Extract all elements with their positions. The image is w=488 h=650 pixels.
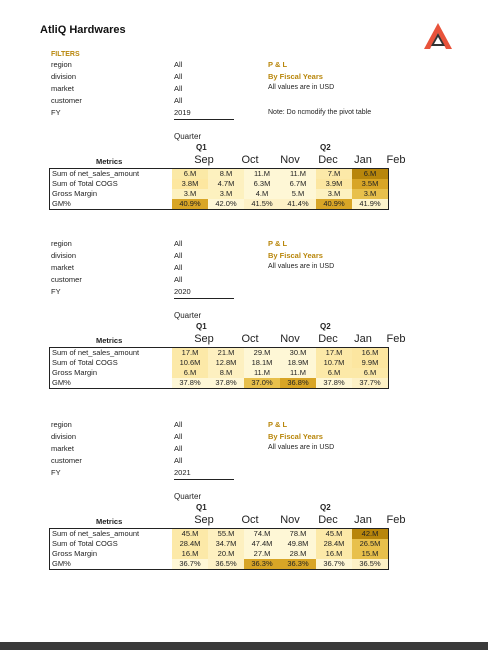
quarter-label: Quarter: [174, 311, 202, 320]
bottom-bar: [0, 642, 488, 650]
filter-row-market[interactable]: [51, 263, 241, 274]
table-cell[interactable]: 28.4M: [172, 539, 208, 549]
pl-subtitle: By Fiscal Years: [268, 432, 323, 441]
month-header-sep[interactable]: Sep: [194, 154, 214, 166]
metric-label[interactable]: Gross Margin: [50, 189, 173, 199]
filter-row-fy[interactable]: [51, 468, 241, 479]
table-cell[interactable]: 11.M: [244, 368, 280, 378]
filter-key: market: [51, 444, 74, 453]
pl-title: P & L: [268, 420, 288, 429]
table-row: [50, 189, 389, 199]
table-cell[interactable]: 16.M: [172, 549, 208, 559]
month-header-jan[interactable]: Jan: [354, 333, 372, 345]
filter-row-region[interactable]: [51, 420, 241, 431]
table-row: [50, 179, 389, 189]
filter-key: FY: [51, 108, 61, 117]
month-header-nov[interactable]: Nov: [280, 514, 300, 526]
table-cell[interactable]: 34.7M: [208, 539, 244, 549]
table-cell[interactable]: 9.9M: [352, 358, 389, 368]
table-cell[interactable]: 40.9%: [316, 199, 352, 210]
table-cell[interactable]: 8.M: [208, 169, 244, 180]
filter-value[interactable]: All: [174, 72, 183, 81]
pl-title: P & L: [268, 239, 288, 248]
metric-label[interactable]: Gross Margin: [50, 549, 173, 559]
quarter-q1-label[interactable]: Q1: [196, 322, 207, 331]
filter-key: customer: [51, 96, 82, 105]
table-cell[interactable]: 36.3%: [280, 559, 316, 570]
table-row: [50, 539, 389, 549]
table-cell[interactable]: 6.M: [316, 368, 352, 378]
table-cell[interactable]: 55.M: [208, 529, 244, 540]
table-cell[interactable]: 6.M: [172, 169, 208, 180]
table-cell[interactable]: 41.5%: [244, 199, 280, 210]
filter-key: customer: [51, 456, 82, 465]
fy-underline: [174, 298, 234, 299]
quarter-q2-label[interactable]: Q2: [320, 143, 331, 152]
metric-label[interactable]: Sum of Total COGS: [50, 539, 173, 549]
filter-row-customer[interactable]: [51, 96, 241, 107]
filter-row-division[interactable]: [51, 72, 241, 83]
table-cell[interactable]: 4.7M: [208, 179, 244, 189]
filter-value[interactable]: All: [174, 60, 183, 69]
table-cell[interactable]: 78.M: [280, 529, 316, 540]
pivot-table: [49, 347, 389, 389]
table-cell[interactable]: 15.M: [352, 549, 389, 559]
quarter-label: Quarter: [174, 132, 202, 141]
table-cell[interactable]: 8.M: [208, 368, 244, 378]
filter-value[interactable]: All: [174, 239, 183, 248]
pl-subtitle: By Fiscal Years: [268, 251, 323, 260]
filter-key: market: [51, 263, 74, 272]
table-cell[interactable]: 3.9M: [316, 179, 352, 189]
metric-label[interactable]: Sum of Total COGS: [50, 179, 173, 189]
table-cell[interactable]: 6.M: [352, 169, 389, 180]
pivot-note: Note: Do ncmodify the pivot table: [268, 109, 372, 116]
filter-row-region[interactable]: [51, 60, 241, 71]
month-header-jan[interactable]: Jan: [354, 514, 372, 526]
filter-value[interactable]: 2019: [174, 108, 191, 117]
pl-currency-note: All values are in USD: [268, 263, 335, 270]
table-cell[interactable]: 37.0%: [244, 378, 280, 389]
table-cell[interactable]: 45.M: [316, 529, 352, 540]
filter-value[interactable]: All: [174, 96, 183, 105]
filter-key: FY: [51, 468, 61, 477]
table-row: [50, 529, 389, 540]
filter-row-division[interactable]: [51, 432, 241, 443]
month-header-oct[interactable]: Oct: [241, 514, 259, 526]
table-cell[interactable]: 42.M: [352, 529, 389, 540]
table-cell[interactable]: 10.6M: [172, 358, 208, 368]
pl-header: [268, 420, 334, 456]
filter-value[interactable]: All: [174, 251, 183, 260]
filter-key: market: [51, 84, 74, 93]
filter-row-market[interactable]: [51, 444, 241, 455]
filter-row-customer[interactable]: [51, 456, 241, 467]
table-cell[interactable]: 26.5M: [352, 539, 389, 549]
metric-label[interactable]: GM%: [50, 378, 173, 389]
month-header-feb[interactable]: Feb: [386, 154, 406, 166]
table-cell[interactable]: 5.M: [280, 189, 316, 199]
metrics-header: Metrics: [96, 157, 123, 166]
table-cell[interactable]: 36.3%: [244, 559, 280, 570]
table-cell[interactable]: 16.M: [352, 348, 389, 359]
quarter-q1-label[interactable]: Q1: [196, 143, 207, 152]
month-header-sep[interactable]: Sep: [194, 333, 214, 345]
metric-label[interactable]: Sum of net_sales_amount: [50, 169, 173, 180]
metrics-header: Metrics: [96, 517, 123, 526]
metric-label[interactable]: Sum of net_sales_amount: [50, 529, 173, 540]
month-header-sep[interactable]: Sep: [194, 514, 214, 526]
table-cell[interactable]: 16.M: [316, 549, 352, 559]
pl-header: [268, 60, 334, 96]
table-cell[interactable]: 11.M: [280, 169, 316, 180]
table-cell[interactable]: 6.7M: [280, 179, 316, 189]
pl-subtitle: By Fiscal Years: [268, 72, 323, 81]
pivot-table: [49, 168, 389, 210]
quarter-q2-label[interactable]: Q2: [320, 503, 331, 512]
table-row: [50, 378, 389, 389]
table-cell[interactable]: 3.M: [316, 189, 352, 199]
filter-value[interactable]: All: [174, 275, 183, 284]
filter-key: FY: [51, 287, 61, 296]
pl-currency-note: All values are in USD: [268, 444, 335, 451]
filter-row-region[interactable]: [51, 239, 241, 250]
table-cell[interactable]: 28.M: [280, 549, 316, 559]
table-cell[interactable]: 11.M: [244, 169, 280, 180]
table-cell[interactable]: 12.8M: [208, 358, 244, 368]
table-cell[interactable]: 37.8%: [316, 378, 352, 389]
table-cell[interactable]: 47.4M: [244, 539, 280, 549]
table-row: [50, 348, 389, 359]
month-header-dec[interactable]: Dec: [318, 514, 338, 526]
filter-row-fy[interactable]: [51, 108, 241, 119]
filter-key: customer: [51, 275, 82, 284]
filter-value[interactable]: All: [174, 432, 183, 441]
table-cell[interactable]: 3.M: [172, 189, 208, 199]
metric-label[interactable]: Sum of Total COGS: [50, 358, 173, 368]
month-header-dec[interactable]: Dec: [318, 154, 338, 166]
table-cell[interactable]: 18.9M: [280, 358, 316, 368]
month-header-feb[interactable]: Feb: [386, 333, 406, 345]
month-header-feb[interactable]: Feb: [386, 514, 406, 526]
table-cell[interactable]: 21.M: [208, 348, 244, 359]
filter-value[interactable]: 2021: [174, 468, 191, 477]
filter-key: region: [51, 60, 72, 69]
table-cell[interactable]: 3.M: [208, 189, 244, 199]
table-cell[interactable]: 6.M: [352, 368, 389, 378]
table-cell[interactable]: 11.M: [280, 368, 316, 378]
table-cell[interactable]: 28.4M: [316, 539, 352, 549]
metrics-header: Metrics: [96, 336, 123, 345]
filter-value[interactable]: 2020: [174, 287, 191, 296]
filter-value[interactable]: All: [174, 263, 183, 272]
table-cell[interactable]: 36.8%: [280, 378, 316, 389]
filter-key: division: [51, 251, 77, 260]
fy-underline: [174, 119, 234, 120]
report-title: AtliQ Hardwares: [40, 24, 126, 36]
month-header-nov[interactable]: Nov: [280, 154, 300, 166]
table-cell[interactable]: 6.M: [172, 368, 208, 378]
pivot-table: [49, 528, 389, 570]
table-row: [50, 358, 389, 368]
table-row: [50, 169, 389, 180]
table-cell[interactable]: 40.9%: [172, 199, 208, 210]
quarter-q1-label[interactable]: Q1: [196, 503, 207, 512]
metric-label[interactable]: GM%: [50, 559, 173, 570]
table-cell[interactable]: 4.M: [244, 189, 280, 199]
pl-currency-note: All values are in USD: [268, 84, 335, 91]
quarter-label: Quarter: [174, 492, 202, 501]
filter-key: region: [51, 239, 72, 248]
table-cell[interactable]: 37.8%: [172, 378, 208, 389]
month-header-dec[interactable]: Dec: [318, 333, 338, 345]
table-cell[interactable]: 20.M: [208, 549, 244, 559]
filter-key: division: [51, 72, 77, 81]
table-cell[interactable]: 42.0%: [208, 199, 244, 210]
month-header-oct[interactable]: Oct: [241, 333, 259, 345]
filter-row-division[interactable]: [51, 251, 241, 262]
filters-label: FILTERS: [51, 51, 80, 58]
atliq-logo-icon: [423, 22, 453, 50]
pl-title: P & L: [268, 60, 288, 69]
table-cell[interactable]: 10.7M: [316, 358, 352, 368]
filter-value[interactable]: All: [174, 420, 183, 429]
table-cell[interactable]: 36.5%: [352, 559, 389, 570]
table-cell[interactable]: 29.M: [244, 348, 280, 359]
table-cell[interactable]: 37.8%: [208, 378, 244, 389]
month-header-jan[interactable]: Jan: [354, 154, 372, 166]
quarter-q2-label[interactable]: Q2: [320, 322, 331, 331]
table-cell[interactable]: 41.9%: [352, 199, 389, 210]
filter-row-fy[interactable]: [51, 287, 241, 298]
filter-row-market[interactable]: [51, 84, 241, 95]
filter-value[interactable]: All: [174, 444, 183, 453]
table-cell[interactable]: 36.5%: [208, 559, 244, 570]
table-cell[interactable]: 49.8M: [280, 539, 316, 549]
table-cell[interactable]: 41.4%: [280, 199, 316, 210]
table-cell[interactable]: 27.M: [244, 549, 280, 559]
table-cell[interactable]: 18.1M: [244, 358, 280, 368]
table-cell[interactable]: 3.8M: [172, 179, 208, 189]
pl-header: [268, 239, 334, 275]
table-cell[interactable]: 36.7%: [316, 559, 352, 570]
table-row: [50, 199, 389, 210]
metric-label[interactable]: GM%: [50, 199, 173, 210]
table-cell[interactable]: 7.M: [316, 169, 352, 180]
filter-value[interactable]: All: [174, 84, 183, 93]
table-cell[interactable]: 17.M: [316, 348, 352, 359]
table-cell[interactable]: 3.M: [352, 189, 389, 199]
table-row: [50, 559, 389, 570]
metric-label[interactable]: Gross Margin: [50, 368, 173, 378]
table-cell[interactable]: 3.5M: [352, 179, 389, 189]
filter-value[interactable]: All: [174, 456, 183, 465]
filter-row-customer[interactable]: [51, 275, 241, 286]
month-header-oct[interactable]: Oct: [241, 154, 259, 166]
table-cell[interactable]: 74.M: [244, 529, 280, 540]
month-header-nov[interactable]: Nov: [280, 333, 300, 345]
table-row: [50, 549, 389, 559]
fy-underline: [174, 479, 234, 480]
filter-key: division: [51, 432, 77, 441]
metric-label[interactable]: Sum of net_sales_amount: [50, 348, 173, 359]
table-cell[interactable]: 37.7%: [352, 378, 389, 389]
filter-key: region: [51, 420, 72, 429]
table-row: [50, 368, 389, 378]
table-cell[interactable]: 45.M: [172, 529, 208, 540]
table-cell[interactable]: 30.M: [280, 348, 316, 359]
table-cell[interactable]: 17.M: [172, 348, 208, 359]
table-cell[interactable]: 36.7%: [172, 559, 208, 570]
table-cell[interactable]: 6.3M: [244, 179, 280, 189]
